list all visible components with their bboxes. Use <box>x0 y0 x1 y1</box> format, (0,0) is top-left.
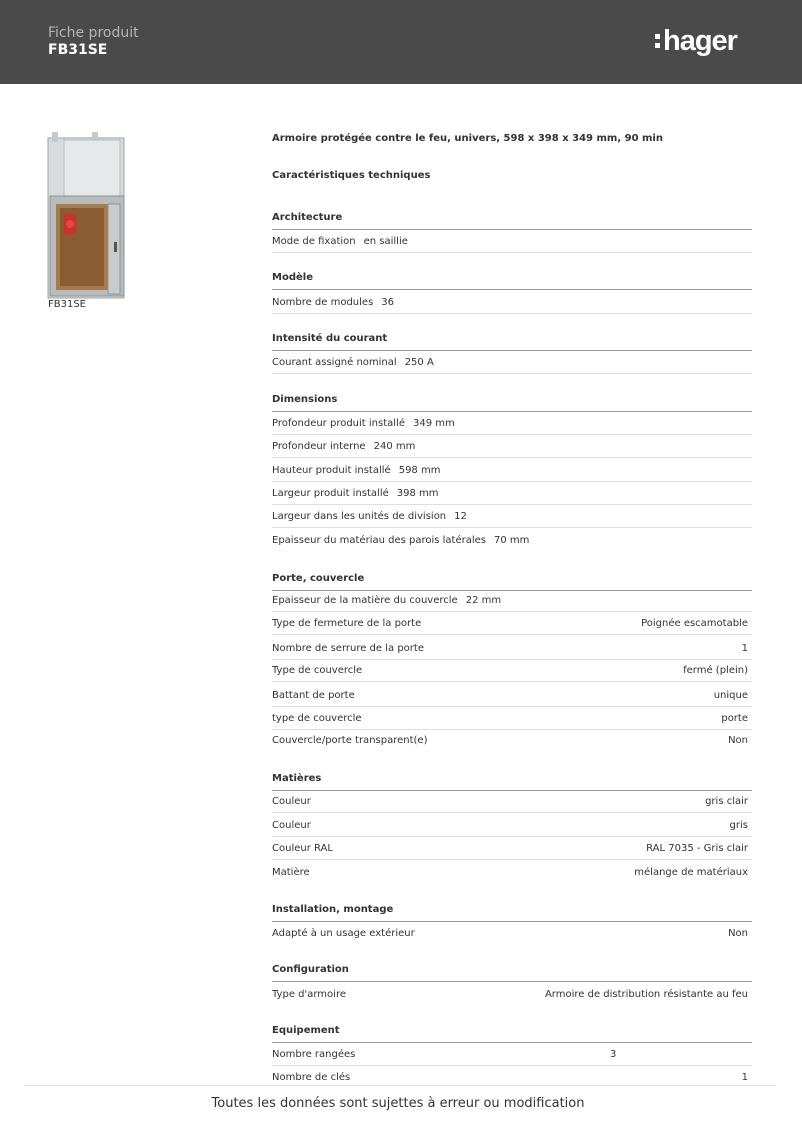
spec-row <box>272 482 752 505</box>
spec-label: Nombre de modules <box>272 297 374 308</box>
spec-row <box>272 637 752 660</box>
spec-row <box>272 707 752 730</box>
logo-text: hager <box>663 24 737 57</box>
spec-row <box>272 861 752 884</box>
spec-value: 250 A <box>404 357 434 368</box>
image-caption: FB31SE <box>48 299 87 310</box>
spec-label: Courant assigné nominal <box>272 357 397 368</box>
spec-row <box>272 612 752 635</box>
spec-value: porte <box>721 713 748 724</box>
spec-label: Profondeur produit installé <box>272 418 405 429</box>
spec-label: Type de couvercle <box>272 665 363 676</box>
spec-row <box>272 351 752 374</box>
spec-value: Non <box>728 735 748 746</box>
spec-row <box>272 435 752 458</box>
spec-label: Largeur dans les unités de division <box>272 511 447 522</box>
spec-row <box>272 1043 752 1066</box>
spec-value: 22 mm <box>465 595 502 606</box>
spec-value: 1 <box>741 643 748 654</box>
spec-label: type de couvercle <box>272 713 362 724</box>
spec-row <box>272 814 752 837</box>
section-installation-title: Installation, montage <box>272 904 752 922</box>
spec-value: 398 mm <box>396 488 439 499</box>
section-modele-title: Modèle <box>272 272 752 290</box>
spec-label: Epaisseur de la matière du couvercle <box>272 595 458 606</box>
spec-label: Type d'armoire <box>272 989 346 1000</box>
spec-row <box>272 790 752 813</box>
spec-label: Matière <box>272 867 310 878</box>
spec-row <box>272 922 752 945</box>
spec-value: Armoire de distribution résistante au feu <box>544 989 748 1000</box>
spec-label: Nombre rangées <box>272 1049 356 1060</box>
spec-label: Adapté à un usage extérieur <box>272 928 415 939</box>
section-intensite-title: Intensité du courant <box>272 333 752 351</box>
spec-label: Hauteur produit installé <box>272 465 391 476</box>
header-bar <box>0 0 802 84</box>
spec-value: 598 mm <box>398 465 441 476</box>
spec-value: 12 <box>454 511 467 522</box>
spec-value: RAL 7035 - Gris clair <box>646 843 748 854</box>
spec-row <box>272 412 752 435</box>
section-matieres-title: Matières <box>272 773 752 791</box>
spec-value: mélange de matériaux <box>634 867 748 878</box>
section-architecture-title: Architecture <box>272 212 752 230</box>
footer-divider <box>24 1085 776 1086</box>
spec-row <box>272 729 752 752</box>
document-kind: Fiche produit <box>48 25 139 41</box>
spec-label: Couleur <box>272 820 311 831</box>
spec-row <box>272 837 752 860</box>
spec-label: Nombre de serrure de la porte <box>272 643 424 654</box>
spec-value: 36 <box>381 297 395 308</box>
spec-value: gris <box>729 820 748 831</box>
spec-row <box>272 589 752 612</box>
spec-label: Type de fermeture de la porte <box>272 618 422 629</box>
spec-value: 349 mm <box>412 418 455 429</box>
spec-row <box>272 659 752 682</box>
spec-row <box>272 291 752 314</box>
spec-label: Mode de fixation <box>272 236 356 247</box>
section-configuration-title: Configuration <box>272 964 752 982</box>
spec-value: fermé (plein) <box>683 665 748 676</box>
spec-label: Couleur <box>272 796 311 807</box>
spec-value: en saillie <box>363 236 408 247</box>
section-dimensions-title: Dimensions <box>272 394 752 412</box>
product-image <box>44 130 130 300</box>
spec-row <box>272 459 752 482</box>
hager-logo[interactable] <box>655 24 737 58</box>
spec-value: unique <box>713 690 748 701</box>
section-porte-title: Porte, couvercle <box>272 573 752 591</box>
spec-row <box>272 230 752 253</box>
product-code: FB31SE <box>48 42 108 58</box>
spec-label: Battant de porte <box>272 690 355 701</box>
logo-dots-icon <box>655 34 660 48</box>
spec-row <box>272 505 752 528</box>
spec-label: Epaisseur du matériau des parois latérales <box>272 535 487 546</box>
spec-value: 70 mm <box>494 535 530 546</box>
section-equipement-title: Equipement <box>272 1025 752 1043</box>
spec-row <box>272 983 752 1006</box>
spec-value: Poignée escamotable <box>641 618 748 629</box>
spec-label: Couvercle/porte transparent(e) <box>272 735 428 746</box>
spec-label: Couleur RAL <box>272 843 333 854</box>
spec-value: 1 <box>741 1072 748 1083</box>
product-title: Armoire protégée contre le feu, univers, 598 x 398 x 349 mm, 90 min <box>272 133 663 144</box>
spec-value: 240 mm <box>373 441 416 452</box>
spec-label: Profondeur interne <box>272 441 366 452</box>
spec-row <box>272 529 752 552</box>
spec-value: gris clair <box>705 796 748 807</box>
spec-row <box>272 684 752 707</box>
spec-label: Largeur produit installé <box>272 488 389 499</box>
spec-label: Nombre de clés <box>272 1072 351 1083</box>
spec-value: Non <box>728 928 748 939</box>
spec-value: 3 <box>610 1049 617 1060</box>
footer-disclaimer: Toutes les données sont sujettes à erreur ou modification <box>211 1096 585 1111</box>
specs-heading: Caractéristiques techniques <box>272 170 431 181</box>
